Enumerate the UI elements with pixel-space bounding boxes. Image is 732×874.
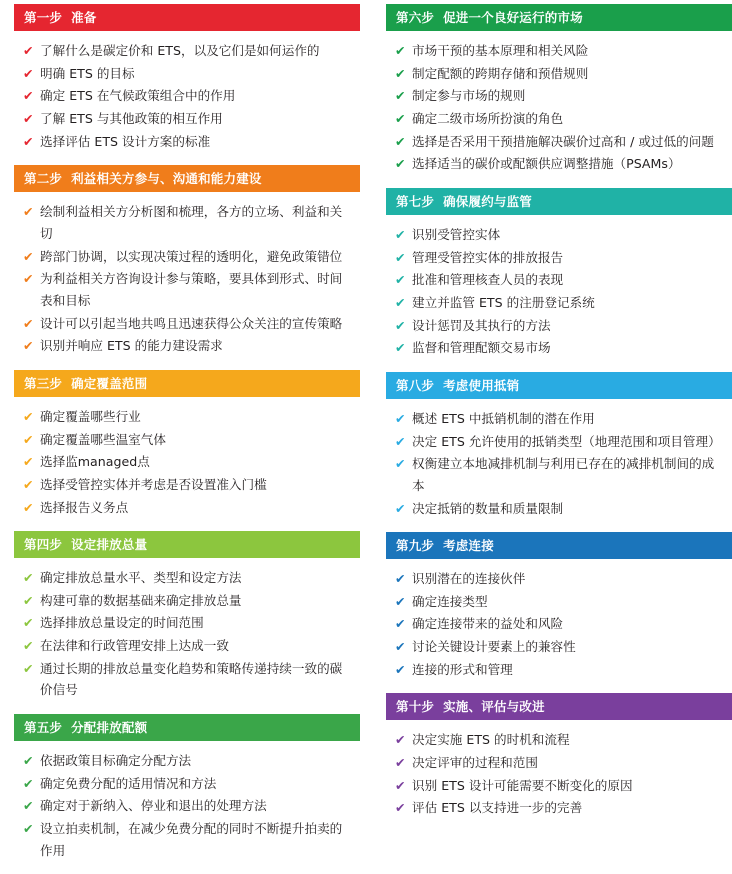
list-item	[392, 315, 726, 337]
list-item	[392, 292, 726, 314]
step-title: 促进一个良好运行的市场	[443, 10, 583, 25]
list-item-label: 确定连接类型	[412, 593, 488, 609]
list-item-label: 权衡建立本地减排机制与利用已存在的减排机制间的成本	[412, 456, 715, 493]
check-icon: ✔	[23, 204, 34, 220]
check-icon: ✔	[23, 615, 34, 631]
list-item-label: 确定连接带来的益处和风险	[412, 616, 564, 632]
list-item-label: 市场干预的基本原理和相关风险	[412, 43, 589, 58]
list-item	[392, 269, 726, 291]
step-number: 第六步	[396, 10, 435, 25]
step-header	[14, 531, 360, 558]
list-item-label: 在法律和行政管理安排上达成一致	[40, 638, 229, 654]
check-icon: ✔	[395, 661, 406, 677]
list-item	[392, 247, 726, 269]
step-header	[386, 372, 732, 399]
list-item-label: 选择评估 ETS 设计方案的标准	[40, 133, 211, 149]
step-block	[14, 4, 360, 163]
check-icon: ✔	[395, 249, 406, 265]
check-icon: ✔	[395, 226, 406, 242]
list-item-label: 建立并监管 ETS 的注册登记系统	[412, 294, 595, 310]
list-item	[20, 246, 354, 268]
list-item-label: 选择监managed点	[40, 454, 150, 470]
list-item-label: 确定排放总量水平、类型和设定方法	[40, 570, 242, 586]
step-body	[14, 558, 360, 712]
check-icon: ✔	[395, 777, 406, 793]
list-item	[392, 613, 726, 635]
step-body	[386, 31, 732, 186]
step-number: 第四步	[24, 537, 63, 553]
check-icon: ✔	[395, 156, 406, 172]
list-item	[20, 750, 354, 772]
check-icon: ✔	[23, 133, 34, 149]
check-icon: ✔	[395, 616, 406, 632]
check-icon: ✔	[395, 294, 406, 310]
step-number: 第十步	[396, 699, 435, 715]
list-item-label: 选择排放总量设定的时间范围	[40, 615, 204, 631]
step-title: 考虑连接	[443, 538, 494, 554]
step-block	[386, 372, 732, 530]
list-item-label: 制定参与市场的规则	[412, 88, 526, 104]
check-icon: ✔	[395, 500, 406, 516]
list-item	[20, 201, 354, 244]
step-header	[386, 532, 732, 559]
check-icon: ✔	[395, 456, 406, 472]
step-header	[14, 165, 360, 192]
check-icon: ✔	[23, 88, 34, 104]
step-number: 第三步	[24, 375, 63, 391]
list-item-label: 依据政策目标确定分配方法	[40, 753, 192, 769]
step-item-list	[392, 224, 726, 359]
check-icon: ✔	[395, 65, 406, 81]
check-icon: ✔	[23, 570, 34, 586]
check-icon: ✔	[395, 43, 406, 58]
list-item	[20, 612, 354, 634]
step-item-list	[20, 406, 354, 518]
list-item	[20, 451, 354, 473]
check-icon: ✔	[23, 271, 34, 287]
check-icon: ✔	[23, 43, 34, 58]
check-icon: ✔	[23, 753, 34, 769]
step-body	[14, 397, 360, 529]
list-item-label: 了解什么是碳定价和 ETS，以及它们是如何运作的	[40, 43, 320, 58]
list-item	[20, 497, 354, 519]
list-item-label: 选择适当的碳价或配额供应调整措施（PSAMs）	[412, 156, 681, 172]
left-column	[14, 4, 360, 874]
check-icon: ✔	[23, 431, 34, 447]
right-column	[386, 4, 732, 874]
list-item-label: 识别潜在的连接伙伴	[412, 571, 526, 587]
list-item-label: 为利益相关方咨询设计参与策略，要具体到形式、时间表和目标	[40, 271, 343, 308]
list-item	[20, 40, 354, 62]
check-icon: ✔	[395, 800, 406, 816]
list-item	[392, 591, 726, 613]
check-icon: ✔	[395, 110, 406, 126]
step-body	[14, 192, 360, 368]
step-title: 实施、评估与改进	[443, 699, 545, 715]
list-item	[392, 40, 726, 62]
list-item	[20, 131, 354, 153]
check-icon: ✔	[395, 272, 406, 288]
list-item	[392, 63, 726, 85]
list-item	[392, 131, 726, 153]
check-icon: ✔	[395, 571, 406, 587]
step-block	[386, 532, 732, 691]
list-item	[392, 431, 726, 453]
check-icon: ✔	[23, 454, 34, 470]
step-title: 确定覆盖范围	[71, 375, 148, 391]
step-number: 第五步	[24, 720, 63, 736]
list-item	[392, 729, 726, 751]
check-icon: ✔	[23, 592, 34, 608]
list-item-label: 决定实施 ETS 的时机和流程	[412, 732, 570, 748]
list-item-label: 构建可靠的数据基础来确定排放总量	[40, 592, 242, 608]
list-item	[392, 498, 726, 520]
step-title: 考虑使用抵销	[443, 377, 520, 393]
list-item	[20, 313, 354, 335]
step-block	[386, 4, 732, 186]
list-item-label: 决定评审的过程和范围	[412, 755, 538, 771]
list-item-label: 通过长期的排放总量变化趋势和策略传递持续一致的碳价信号	[40, 660, 343, 698]
check-icon: ✔	[395, 593, 406, 609]
step-block	[14, 714, 360, 872]
check-icon: ✔	[395, 732, 406, 748]
step-title: 设定排放总量	[71, 537, 148, 553]
step-body	[386, 559, 732, 691]
list-item	[20, 658, 354, 701]
step-header	[14, 370, 360, 397]
check-icon: ✔	[395, 340, 406, 356]
check-icon: ✔	[23, 476, 34, 492]
check-icon: ✔	[23, 499, 34, 515]
check-icon: ✔	[395, 639, 406, 655]
list-item	[392, 659, 726, 681]
list-item	[20, 567, 354, 589]
list-item-label: 确定覆盖哪些行业	[40, 408, 141, 424]
list-item	[392, 153, 726, 175]
step-item-list	[392, 568, 726, 680]
step-item-list	[20, 40, 354, 152]
list-item-label: 选择受管控实体并考虑是否设置准入门槛	[40, 476, 267, 492]
list-item	[392, 85, 726, 107]
list-item	[20, 335, 354, 357]
check-icon: ✔	[23, 110, 34, 126]
step-block	[14, 165, 360, 368]
list-item	[392, 453, 726, 496]
step-number: 第七步	[396, 193, 435, 209]
list-item	[392, 568, 726, 590]
check-icon: ✔	[23, 315, 34, 331]
step-body	[14, 741, 360, 872]
check-icon: ✔	[23, 338, 34, 354]
step-number: 第九步	[396, 538, 435, 554]
list-item-label: 制定配额的跨期存储和预借规则	[412, 65, 589, 81]
step-item-list	[20, 750, 354, 861]
list-item-label: 确定对于新纳入、停业和退出的处理方法	[40, 798, 267, 814]
list-item-label: 概述 ETS 中抵销机制的潜在作用	[412, 410, 595, 426]
step-block	[386, 693, 732, 830]
list-item	[20, 635, 354, 657]
step-item-list	[20, 567, 354, 701]
list-item-label: 评估 ETS 以支持进一步的完善	[412, 800, 583, 816]
list-item-label: 选择是否采用干预措施解决碳价过高和 / 或过低的问题	[412, 133, 714, 149]
list-item-label: 了解 ETS 与其他政策的相互作用	[40, 110, 223, 126]
list-item-label: 识别受管控实体	[412, 226, 501, 242]
list-item-label: 决定 ETS 允许使用的抵销类型（地理范围和项目管理）	[412, 433, 721, 449]
step-item-list	[392, 408, 726, 519]
list-item	[20, 474, 354, 496]
list-item-label: 监督和管理配额交易市场	[412, 340, 551, 356]
check-icon: ✔	[23, 248, 34, 264]
list-item-label: 确定二级市场所扮演的角色	[412, 110, 564, 126]
list-item-label: 跨部门协调，以实现决策过程的透明化，避免政策错位	[40, 248, 343, 264]
list-item	[392, 775, 726, 797]
list-item-label: 确定免费分配的适用情况和方法	[40, 775, 217, 791]
check-icon: ✔	[395, 133, 406, 149]
step-item-list	[20, 201, 354, 357]
list-item	[20, 268, 354, 311]
check-icon: ✔	[395, 317, 406, 333]
check-icon: ✔	[395, 410, 406, 426]
step-block	[14, 531, 360, 712]
list-item	[20, 85, 354, 107]
step-number: 第八步	[396, 377, 435, 393]
step-body	[14, 31, 360, 163]
list-item	[392, 408, 726, 430]
step-number: 第一步	[24, 10, 63, 25]
list-item	[20, 108, 354, 130]
list-item-label: 选择报告义务点	[40, 499, 129, 515]
list-item	[392, 636, 726, 658]
list-item	[20, 818, 354, 861]
list-item	[392, 797, 726, 819]
step-header	[14, 4, 360, 31]
step-body	[386, 720, 732, 830]
list-item	[20, 795, 354, 817]
step-title: 分配排放配额	[71, 720, 148, 736]
check-icon: ✔	[23, 408, 34, 424]
list-item	[20, 590, 354, 612]
step-title: 利益相关方参与、沟通和能力建设	[71, 171, 262, 187]
list-item	[20, 773, 354, 795]
check-icon: ✔	[395, 88, 406, 104]
check-icon: ✔	[23, 638, 34, 654]
check-icon: ✔	[395, 755, 406, 771]
step-header	[14, 714, 360, 741]
step-header	[386, 188, 732, 215]
step-block	[14, 370, 360, 529]
step-body	[386, 215, 732, 370]
check-icon: ✔	[23, 660, 34, 676]
step-number: 第二步	[24, 171, 63, 187]
list-item-label: 设立拍卖机制，在减少免费分配的同时不断提升拍卖的作用	[40, 821, 343, 858]
check-icon: ✔	[23, 821, 34, 837]
list-item	[392, 108, 726, 130]
step-header	[386, 693, 732, 720]
list-item	[392, 337, 726, 359]
list-item-label: 识别 ETS 设计可能需要不断变化的原因	[412, 777, 633, 793]
check-icon: ✔	[23, 775, 34, 791]
step-block	[386, 188, 732, 370]
list-item-label: 设计可以引起当地共鸣且迅速获得公众关注的宣传策略	[40, 315, 343, 331]
list-item-label: 管理受管控实体的排放报告	[412, 249, 564, 265]
step-item-list	[392, 40, 726, 175]
list-item-label: 连接的形式和管理	[412, 661, 513, 677]
step-header	[386, 4, 732, 31]
list-item-label: 讨论关键设计要素上的兼容性	[412, 639, 576, 655]
list-item-label: 识别并响应 ETS 的能力建设需求	[40, 338, 223, 354]
list-item	[20, 63, 354, 85]
list-item-label: 绘制利益相关方分析图和梳理，各方的立场、利益和关切	[40, 204, 343, 241]
list-item-label: 设计惩罚及其执行的方法	[412, 317, 551, 333]
step-body	[386, 399, 732, 530]
check-icon: ✔	[395, 433, 406, 449]
step-item-list	[392, 729, 726, 819]
step-title: 准备	[71, 10, 97, 25]
list-item	[20, 429, 354, 451]
list-item	[392, 224, 726, 246]
list-item-label: 批准和管理核查人员的表现	[412, 272, 564, 288]
list-item	[20, 406, 354, 428]
check-icon: ✔	[23, 65, 34, 81]
check-icon: ✔	[23, 798, 34, 814]
list-item-label: 明确 ETS 的目标	[40, 65, 135, 81]
step-title: 确保履约与监管	[443, 193, 533, 209]
list-item-label: 确定 ETS 在气候政策组合中的作用	[40, 88, 236, 104]
list-item-label: 确定覆盖哪些温室气体	[40, 431, 166, 447]
list-item-label: 决定抵销的数量和质量限制	[412, 500, 564, 516]
list-item	[392, 752, 726, 774]
